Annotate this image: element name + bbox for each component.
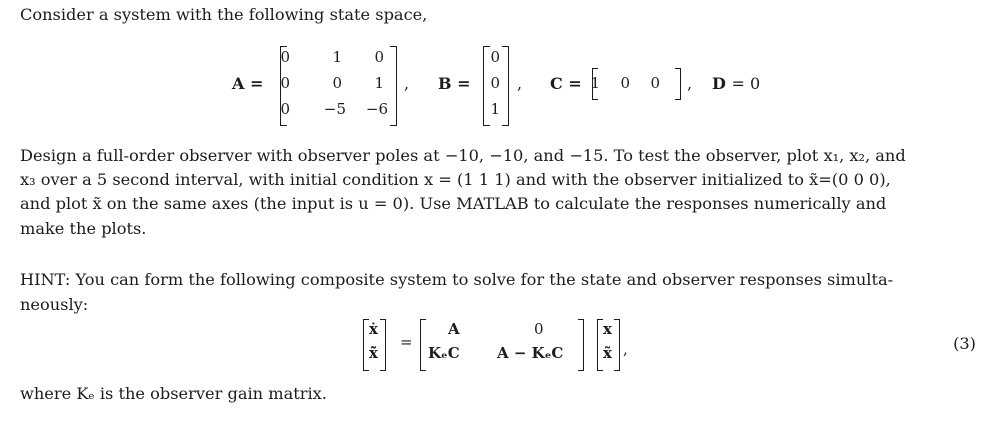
matrix-c-right-bracket bbox=[675, 68, 681, 100]
matrix-a-cell: 0 bbox=[374, 48, 384, 66]
lhs-cell: ẋ bbox=[369, 320, 378, 338]
matrix-c-cell: 0 bbox=[620, 74, 630, 92]
task-line-4: make the plots. bbox=[20, 219, 147, 238]
matrix-a-label: A = bbox=[232, 74, 264, 93]
matrix-right-bracket bbox=[578, 319, 584, 371]
matrix-a-cell: 1 bbox=[332, 48, 342, 66]
matrix-b-cell: 0 bbox=[490, 74, 500, 92]
matrix-a-cell: 0 bbox=[280, 74, 290, 92]
rhs-right-bracket bbox=[614, 319, 620, 371]
observer-gain-note: where Kₑ is the observer gain matrix. bbox=[20, 384, 327, 403]
hint-line-2: neously: bbox=[20, 295, 89, 314]
matrix-cell: KₑC bbox=[428, 344, 460, 362]
matrix-a-cell: 0 bbox=[280, 48, 290, 66]
matrix-b-cell: 1 bbox=[490, 100, 500, 118]
matrix-a-right-bracket bbox=[390, 46, 397, 126]
rhs-cell: x̃ bbox=[603, 344, 612, 362]
matrix-left-bracket bbox=[420, 319, 426, 371]
matrix-a-cell: 1 bbox=[374, 74, 384, 92]
matrix-a-cell: −5 bbox=[323, 100, 346, 118]
matrix-a-cell: −6 bbox=[365, 100, 388, 118]
task-line-2: x₃ over a 5 second interval, with initial condition x = (1 1 1) and with the observer initialized to x̃=(0 0 0), bbox=[20, 170, 891, 189]
matrix-b-cell: 0 bbox=[490, 48, 500, 66]
matrix-d-label: D = 0 bbox=[712, 74, 761, 93]
rhs-cell: x bbox=[603, 320, 612, 338]
matrix-cell: 0 bbox=[534, 320, 544, 338]
hint-line-1: HINT: You can form the following composite system to solve for the state and observer responses simulta- bbox=[20, 270, 894, 289]
matrix-b-right-bracket bbox=[502, 46, 509, 126]
lhs-cell: x̃̇ bbox=[369, 344, 378, 362]
intro-text: Consider a system with the following state space, bbox=[20, 5, 428, 24]
matrix-cell: A bbox=[448, 320, 460, 338]
matrix-b-label: B = bbox=[438, 74, 471, 93]
matrix-cell: A − KₑC bbox=[497, 344, 564, 362]
matrix-c-cell: 1 bbox=[590, 74, 600, 92]
matrix-c-cell: 0 bbox=[650, 74, 660, 92]
task-line-1: Design a full-order observer with observer poles at −10, −10, and −15. To test the observer, plot x₁, x₂, and bbox=[20, 146, 906, 165]
matrix-c-label: C = bbox=[550, 74, 582, 93]
state-space-matrices: A = 0 1 0 0 0 1 0 −5 −6 , B = 0 0 1 , C = 1 0 0 , D = 0 bbox=[0, 44, 1008, 126]
equation-number: (3) bbox=[953, 334, 976, 353]
composite-system-equation: ẋ x̃̇ = A 0 KₑC A − KₑC x x̃ , bbox=[0, 318, 1008, 372]
matrix-a-cell: 0 bbox=[332, 74, 342, 92]
lhs-right-bracket bbox=[380, 319, 386, 371]
task-line-3: and plot x̃ on the same axes (the input is u = 0). Use MATLAB to calculate the responses numerically and bbox=[20, 194, 887, 213]
matrix-a-cell: 0 bbox=[280, 100, 290, 118]
